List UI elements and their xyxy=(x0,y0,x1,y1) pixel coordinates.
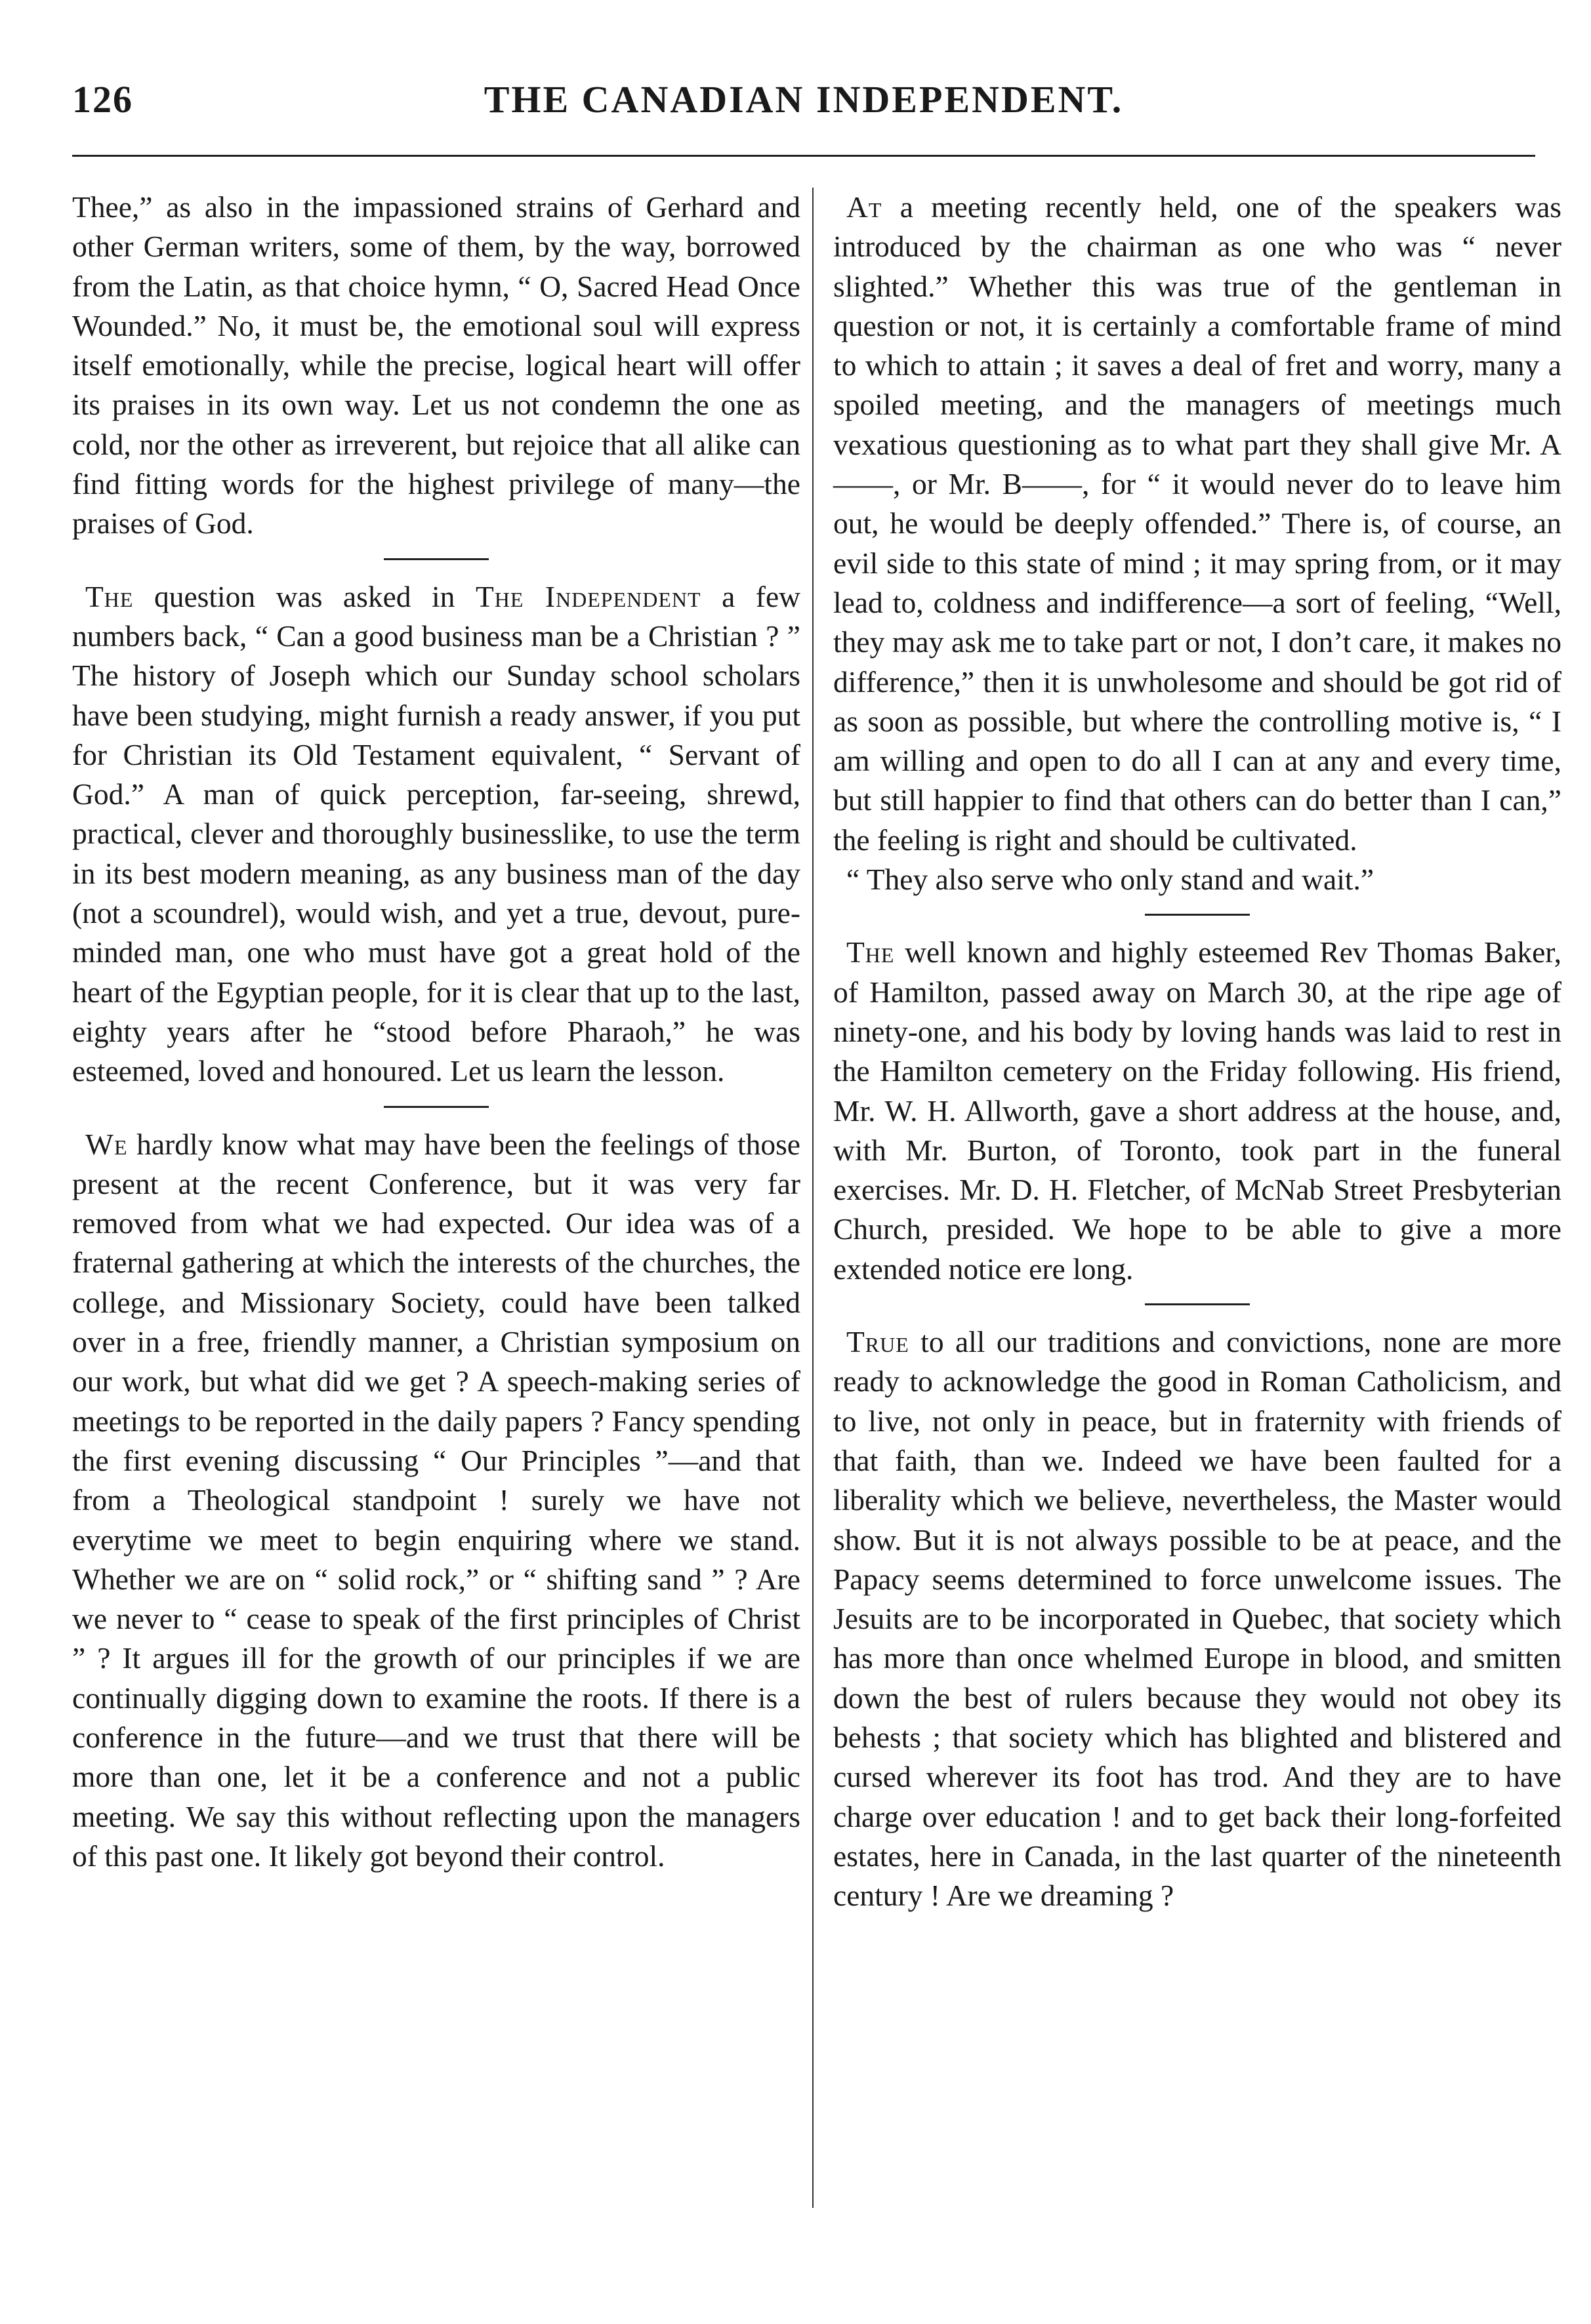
right-paragraph-thomas-baker xyxy=(833,933,1561,1289)
page-number: 126 xyxy=(72,78,133,121)
left-paragraph-hymns: Thee,” as also in the impassioned strains of Gerhard and other German writers, some of them, by the way, borrowed from the Latin, as that choice hymn, “ O, Sacred Head Once Wounded.” No, it must be, the emotional soul will express itself emotionally, while the precise, logical heart will offer its praises in its own way. Let us not condemn the one as cold, nor the other as irreverent, but rejoice that all alike can find fitting words for the highest privilege of many—the praises of God. xyxy=(72,190,800,540)
left-column xyxy=(72,188,800,1876)
lead-word: The xyxy=(846,935,895,969)
closing-quote: “ They also serve who only stand and wait.” xyxy=(846,863,1374,897)
right-column xyxy=(833,188,1561,1915)
paragraph-text: question was asked in xyxy=(133,579,476,613)
paragraph-text: hardly know what may have been the feelings of those present at the recent Conference, but it was very far removed from what we had expected. Our idea was of a fraternal gathering at which the interests of the churches, the college, and Missionary Society, could have been talked over in a free, friendly manner, a Christian symposium on our work, but what did we get ? A speech-making series of meetings to be reported in the daily papers ? Fancy spending the first evening discussing “ Our Principles ”—and that from a Theological standpoint ! surely we have not everytime we meet to begin enquiring where we stand. Whether we are on “ solid rock,” or “ shifting sand ” ? Are we never to “ cease to speak of the first principles of Christ ” ? It argues ill for the growth of our principles if we are continually digging down to examine the roots. If there is a conference in the future—and we trust that there will be more than one, let it be a conference and not a public meeting. We say this without reflecting upon the managers of this past one. It likely got beyond their control. xyxy=(72,1127,800,1873)
paragraph-text: well known and highly esteemed Rev Thomas Baker, of Hamilton, passed away on March 30, at the ripe age of ninety-one, and his body by loving hands was laid to rest in the Hamilton cemetery on the Friday following. His friend, Mr. W. H. Allworth, gave a short address at the house, and, with Mr. Burton, of Toronto, took part in the funeral exercises. Mr. D. H. Fletcher, of McNab Street Presbyterian Church, presided. We hope to be able to give a more extended notice ere long. xyxy=(833,935,1561,1286)
section-separator xyxy=(384,558,489,560)
small-caps-title: The Independent xyxy=(475,579,701,613)
column-divider xyxy=(812,188,814,2208)
left-paragraph-conference xyxy=(72,1125,800,1877)
lead-word: The xyxy=(85,579,134,613)
journal-title: THE CANADIAN INDEPENDENT. xyxy=(484,78,1124,121)
paragraph-text: a few numbers back, “ Can a good business man be a Christian ? ” The history of Joseph which our Sunday school scholars have been studying, might furnish a ready answer, if you put for Christian its Old Testament equivalent, “ Servant of God.” A man of quick perception, far-seeing, shrewd, practical, clever and thoroughly businesslike, to use the term in its best modern meaning, as any business man of the day (not a scoundrel), would wish, and yet a true, devout, pure-minded man, one who must have got a great hold of the heart of the Egyptian people, for it is clear that up to the last, eighty years after he “stood before Pharaoh,” he was esteemed, loved and honoured. Let us learn the lesson. xyxy=(72,579,800,1088)
lead-word: We xyxy=(85,1127,128,1161)
lead-word: At xyxy=(846,190,882,224)
page-header xyxy=(72,77,1535,136)
paragraph-text: a meeting recently held, one of the speakers was introduced by the chairman as one who was “ never slighted.” Whether this was true of the gentleman in question or not, it is certainly a comfortable frame of mind to which to attain ; it saves a deal of fret and worry, many a spoiled meeting, and the managers of meetings much vexatious questioning as to what part they shall give Mr. A——, or Mr. B——, for “ it would never do to leave him out, he would be deeply offended.” There is, of course, an evil side to this state of mind ; it may spring from, or it may lead to, coldness and indifference—a sort of feeling, “Well, they may ask me to take part or not, I don’t care, it makes no difference,” then it is unwholesome and should be got rid of as soon as possible, but where the controlling motive is, “ I am willing and open to do all I can at any and every time, but still happier to find that others can do better than I can,” the feeling is right and should be cultivated. xyxy=(833,190,1561,857)
lead-word: True xyxy=(846,1325,909,1359)
section-separator xyxy=(384,1106,489,1108)
paragraph-text: to all our traditions and convictions, none are more ready to acknowledge the good in Roman Catholicism, and to live, not only in peace, but in fraternity with friends of that faith, than we. Indeed we have been faulted for a liberality which we believe, nevertheless, the Master would show. But it is not always possible to be at peace, and the Papacy seems determined to force unwelcome issues. The Jesuits are to be incorporated in Quebec, that society which has more than once whelmed Europe in blood, and smitten down the best of rulers because they would not obey its behests ; that society which has blighted and blistered and cursed wherever its foot has trod. And they are to have charge over education ! and to get back their long-forfeited estates, here in Canada, in the last quarter of the nineteenth century ! Are we dreaming ? xyxy=(833,1325,1561,1913)
section-separator xyxy=(1145,1303,1250,1305)
section-separator xyxy=(1145,914,1250,916)
right-paragraph-jesuits xyxy=(833,1322,1561,1915)
right-paragraph-never-slighted xyxy=(833,188,1561,899)
header-rule xyxy=(72,155,1535,157)
left-paragraph-business-man xyxy=(72,577,800,1091)
